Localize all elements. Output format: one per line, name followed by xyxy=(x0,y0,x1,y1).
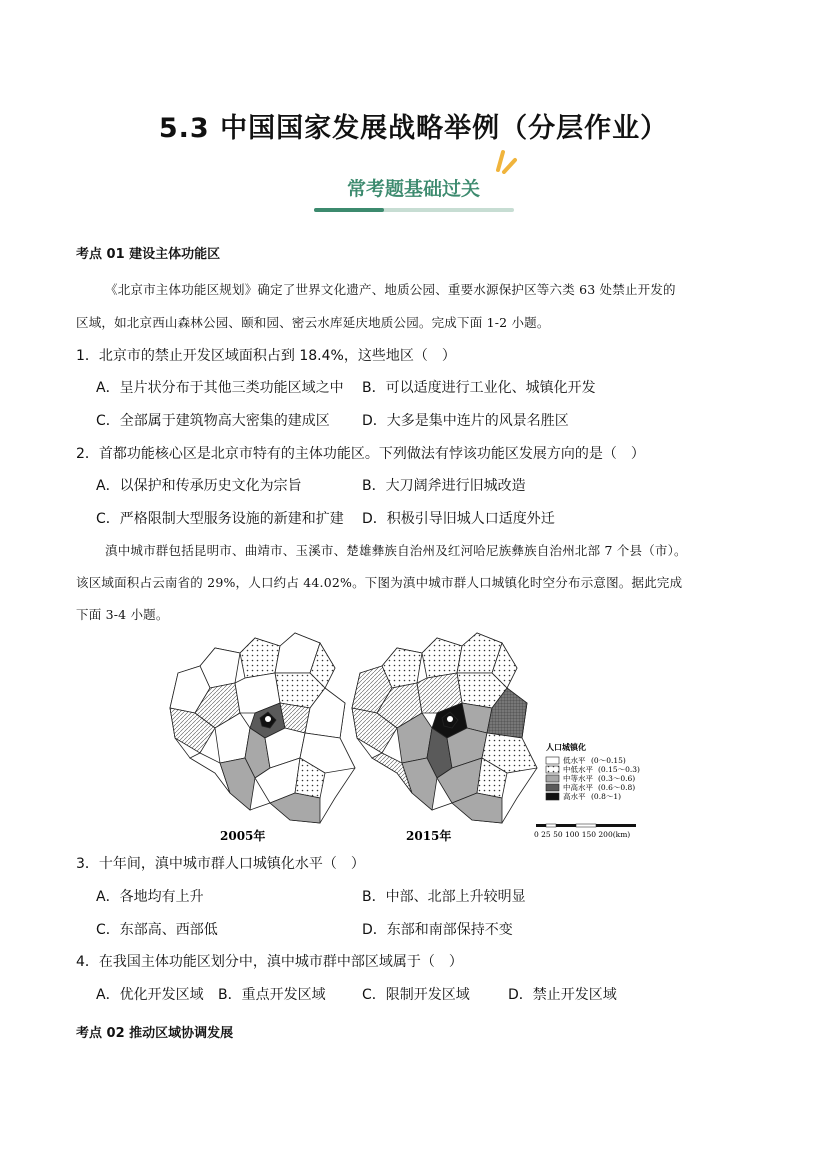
banner-underline xyxy=(314,208,514,212)
option-b[interactable]: B．大刀阔斧进行旧城改造 xyxy=(362,478,526,494)
legend-item-mid-high-name: 中高水平 xyxy=(563,783,593,792)
option-b[interactable]: B．重点开发区域 xyxy=(218,987,326,1003)
legend-swatch-low xyxy=(546,757,559,764)
option-b[interactable]: B．中部、北部上升较明显 xyxy=(362,889,526,905)
page-title: 5.3 中国国家发展战略举例（分层作业） xyxy=(158,113,669,144)
legend-swatch-mid xyxy=(546,775,559,782)
option-d[interactable]: D．积极引导旧城人口适度外迁 xyxy=(362,511,555,527)
map-2005 xyxy=(170,633,355,823)
option-a[interactable]: A．各地均有上升 xyxy=(96,889,204,905)
section-banner: 常考题基础过关 xyxy=(346,178,480,200)
legend-item-low-name: 低水平 xyxy=(563,756,586,765)
option-b[interactable]: B．可以适度进行工业化、城镇化开发 xyxy=(362,380,596,396)
legend-item-high-name: 高水平 xyxy=(563,792,586,801)
option-c[interactable]: C．严格限制大型服务设施的新建和扩建 xyxy=(96,511,344,527)
legend-item-mid-name: 中等水平 xyxy=(563,774,593,783)
passage-line: 《北京市主体功能区规划》确定了世界文化遗产、地质公园、重要水源保护区等六类 63 处禁止开发的 xyxy=(105,282,676,297)
option-d[interactable]: D．大多是集中连片的风景名胜区 xyxy=(362,413,569,429)
question-stem: 2．首都功能核心区是北京市特有的主体功能区。下列做法有悖该功能区发展方向的是（ ） xyxy=(76,446,645,462)
passage-line: 下面 3-4 小题。 xyxy=(76,607,169,622)
passage-line: 区域，如北京西山森林公园、颐和园、密云水库延庆地质公园。完成下面 1-2 小题。 xyxy=(76,315,550,330)
urbanization-map-figure xyxy=(160,628,660,844)
legend-title: 人口城镇化 xyxy=(546,742,586,752)
option-a[interactable]: A．以保护和传承历史文化为宗旨 xyxy=(96,478,302,494)
option-c[interactable]: C．东部高、西部低 xyxy=(96,922,218,938)
passage-line: 该区域面积占云南省的 29%，人口约占 44.02%。下图为滇中城市群人口城镇化时空分布示意图。据此完成 xyxy=(76,575,683,590)
map-legend xyxy=(546,742,640,801)
scale-label: 0 25 50 100 150 200(km) xyxy=(534,830,631,839)
map-2015-label: 2015年 xyxy=(406,829,452,843)
question-stem: 1．北京市的禁止开发区域面积占到 18.4%，这些地区（ ） xyxy=(76,348,456,364)
option-c[interactable]: C．全部属于建筑物高大密集的建成区 xyxy=(96,413,330,429)
option-d[interactable]: D．东部和南部保持不变 xyxy=(362,922,513,938)
scale-bar xyxy=(534,824,636,839)
option-d[interactable]: D．禁止开发区域 xyxy=(508,987,617,1003)
question-stem: 3．十年间，滇中城市群人口城镇化水平（ ） xyxy=(76,856,365,872)
legend-item-mid-low-name: 中低水平 xyxy=(563,765,593,774)
legend-swatch-high xyxy=(546,793,559,800)
legend-item-mid-high-range: (0.6～0.8) xyxy=(598,783,636,792)
legend-item-mid-range: (0.3～0.6) xyxy=(598,774,636,783)
section-heading: 考点 02 推动区域协调发展 xyxy=(76,1026,234,1041)
option-a[interactable]: A．呈片状分布于其他三类功能区域之中 xyxy=(96,380,344,396)
legend-swatch-mid-low xyxy=(546,766,559,773)
legend-item-high-range: (0.8～1) xyxy=(591,792,622,801)
option-a[interactable]: A．优化开发区域 xyxy=(96,987,204,1003)
section-heading: 考点 01 建设主体功能区 xyxy=(76,247,221,262)
passage-line: 滇中城市群包括昆明市、曲靖市、玉溪市、楚雄彝族自治州及红河哈尼族彝族自治州北部 7 个县（市）。 xyxy=(105,543,687,558)
legend-swatch-mid-high xyxy=(546,784,559,791)
option-c[interactable]: C．限制开发区域 xyxy=(362,987,470,1003)
legend-item-low-range: (0～0.15) xyxy=(591,756,626,765)
map-2015 xyxy=(352,633,537,823)
sparkle-icon xyxy=(493,148,519,174)
legend-item-mid-low-range: (0.15～0.3) xyxy=(598,765,640,774)
question-stem: 4．在我国主体功能区划分中，滇中城市群中部区域属于（ ） xyxy=(76,954,463,970)
map-2005-label: 2005年 xyxy=(220,829,266,843)
